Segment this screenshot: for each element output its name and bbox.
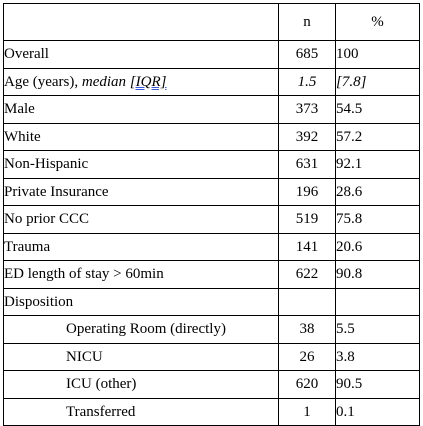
table-row <box>4 41 420 69</box>
table-row <box>4 398 420 426</box>
row-n: 392 <box>279 123 336 151</box>
row-n: 620 <box>279 371 336 399</box>
row-n: 196 <box>279 178 336 206</box>
age-label-iqr: [IQR] <box>129 73 167 90</box>
row-pct: 28.6 <box>336 178 420 206</box>
table-row <box>4 123 420 151</box>
row-label: White <box>4 123 279 151</box>
summary-table <box>3 3 420 426</box>
row-n: 26 <box>279 343 336 371</box>
row-pct: 3.8 <box>336 343 420 371</box>
age-label-median: median <box>81 73 130 90</box>
row-label: Male <box>4 96 279 124</box>
row-pct: 20.6 <box>336 233 420 261</box>
row-n: 373 <box>279 96 336 124</box>
row-pct: 92.1 <box>336 151 420 179</box>
table-row <box>4 316 420 344</box>
row-label: ICU (other) <box>4 371 279 399</box>
row-n: 1 <box>279 398 336 426</box>
row-pct <box>336 288 420 316</box>
row-label: Operating Room (directly) <box>4 316 279 344</box>
header-label-cell <box>4 4 279 41</box>
row-label: Transferred <box>4 398 279 426</box>
row-label: Private Insurance <box>4 178 279 206</box>
row-label: Disposition <box>4 288 279 316</box>
age-label-main: Age (years), <box>4 73 82 90</box>
row-pct: [7.8] <box>336 68 420 96</box>
row-pct: 75.8 <box>336 206 420 234</box>
row-n: 38 <box>279 316 336 344</box>
row-label: Overall <box>4 41 279 69</box>
row-n: 1.5 <box>279 68 336 96</box>
row-pct: 5.5 <box>336 316 420 344</box>
table-row <box>4 178 420 206</box>
row-pct: 90.8 <box>336 261 420 289</box>
table-row <box>4 261 420 289</box>
table-row <box>4 96 420 124</box>
row-pct: 0.1 <box>336 398 420 426</box>
table-row <box>4 343 420 371</box>
row-label: Non-Hispanic <box>4 151 279 179</box>
row-pct: 57.2 <box>336 123 420 151</box>
table-row <box>4 206 420 234</box>
row-label: No prior CCC <box>4 206 279 234</box>
row-n: 685 <box>279 41 336 69</box>
row-n: 622 <box>279 261 336 289</box>
row-pct: 100 <box>336 41 420 69</box>
row-n: 141 <box>279 233 336 261</box>
row-label: Trauma <box>4 233 279 261</box>
row-n: 631 <box>279 151 336 179</box>
row-label: ED length of stay > 60min <box>4 261 279 289</box>
row-n: 519 <box>279 206 336 234</box>
table-row <box>4 151 420 179</box>
table-row <box>4 233 420 261</box>
table-row <box>4 371 420 399</box>
table-header-row <box>4 4 420 41</box>
row-pct: 54.5 <box>336 96 420 124</box>
header-pct: % <box>336 4 420 41</box>
header-n: n <box>279 4 336 41</box>
row-pct: 90.5 <box>336 371 420 399</box>
row-label <box>4 68 279 96</box>
table-row <box>4 288 420 316</box>
table-row <box>4 68 420 96</box>
row-label: NICU <box>4 343 279 371</box>
row-n <box>279 288 336 316</box>
